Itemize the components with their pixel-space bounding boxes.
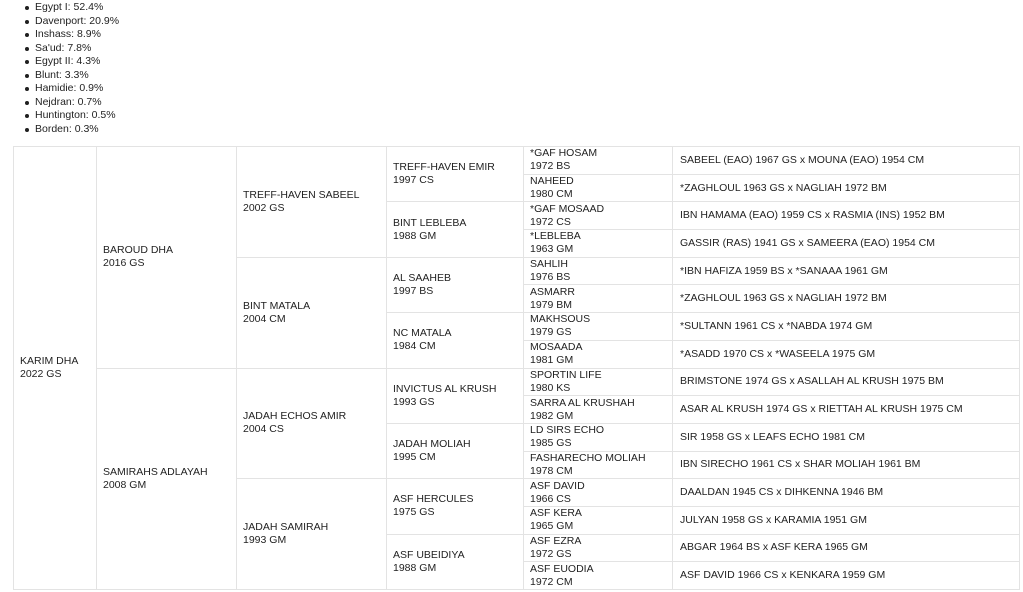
gen5-ancestor-cell xyxy=(524,368,673,396)
horse-name: ASF EUODIA xyxy=(530,562,594,575)
gen6-sire-dam-cell: *ASADD 1970 CS x *WASEELA 1975 GM xyxy=(673,340,1020,368)
gen6-sire-dam-cell: *ZAGHLOUL 1963 GS x NAGLIAH 1972 BM xyxy=(673,285,1020,313)
horse-name: BINT LEBLEBA xyxy=(393,216,467,229)
horse-year-color-sex: 2004 CM xyxy=(243,312,286,325)
pedigree-body xyxy=(14,147,1020,590)
horse-year-color-sex: 1965 GM xyxy=(530,520,574,533)
horse-name: ASF KERA xyxy=(530,507,582,520)
horse-year-color-sex: 1980 KS xyxy=(530,381,571,394)
horse-year-color-sex: 2004 CS xyxy=(243,423,284,436)
gen6-sire-dam-cell: *ZAGHLOUL 1963 GS x NAGLIAH 1972 BM xyxy=(673,174,1020,202)
gen5-ancestor-cell xyxy=(524,340,673,368)
horse-year-color-sex: 2022 GS xyxy=(20,368,62,380)
grandparent-cell xyxy=(237,147,387,258)
horse-year-color-sex: 1972 BS xyxy=(530,160,571,173)
gen6-sire-dam-cell: JULYAN 1958 GS x KARAMIA 1951 GM xyxy=(673,506,1020,534)
great-grandparent-cell xyxy=(387,479,524,534)
gen5-ancestor-cell xyxy=(524,230,673,258)
horse-name: NAHEED xyxy=(530,175,574,188)
gen5-ancestor-cell xyxy=(524,174,673,202)
horse-year-color-sex: 1976 BS xyxy=(530,271,571,284)
gen5-ancestor-cell xyxy=(524,534,673,562)
great-grandparent-cell xyxy=(387,147,524,202)
grandparent-cell xyxy=(237,257,387,368)
horse-name: NC MATALA xyxy=(393,327,452,340)
horse-name: TREFF-HAVEN EMIR xyxy=(393,161,495,174)
horse-year-color-sex: 1993 GS xyxy=(393,395,435,408)
horse-year-color-sex: 1980 CM xyxy=(530,188,573,201)
horse-year-color-sex: 1975 GS xyxy=(393,506,435,519)
gen6-sire-dam-cell: IBN SIRECHO 1961 CS x SHAR MOLIAH 1961 BM xyxy=(673,451,1020,479)
horse-year-color-sex: 1988 GM xyxy=(393,561,437,574)
gen5-ancestor-cell xyxy=(524,451,673,479)
horse-year-color-sex: 1993 GM xyxy=(243,534,287,547)
great-grandparent-cell xyxy=(387,534,524,589)
parent-cell xyxy=(97,147,237,369)
horse-name: ASMARR xyxy=(530,285,575,298)
gen6-sire-dam-cell: SIR 1958 GS x LEAFS ECHO 1981 CM xyxy=(673,423,1020,451)
pedigree-table xyxy=(13,146,1020,590)
horse-name: FASHARECHO MOLIAH xyxy=(530,451,646,464)
gen5-ancestor-cell xyxy=(524,313,673,341)
horse-year-color-sex: 1972 CM xyxy=(530,575,573,588)
horse-name: SPORTIN LIFE xyxy=(530,368,602,381)
bloodline-item: Inshass: 8.9% xyxy=(25,28,119,42)
grandparent-cell xyxy=(237,479,387,590)
horse-name: LD SIRS ECHO xyxy=(530,424,605,437)
gen6-sire-dam-cell: BRIMSTONE 1974 GS x ASALLAH AL KRUSH 1975 BM xyxy=(673,368,1020,396)
horse-name: ASF UBEIDIYA xyxy=(393,548,465,561)
gen6-sire-dam-cell: ASF DAVID 1966 CS x KENKARA 1959 GM xyxy=(673,562,1020,590)
horse-name: MOSAADA xyxy=(530,341,583,354)
horse-year-color-sex: 2016 GS xyxy=(103,257,145,270)
great-grandparent-cell xyxy=(387,202,524,257)
bloodline-item: Sa'ud: 7.8% xyxy=(25,42,119,56)
horse-year-color-sex: 1963 GM xyxy=(530,243,574,256)
gen6-sire-dam-cell: DAALDAN 1945 CS x DIHKENNA 1946 BM xyxy=(673,479,1020,507)
horse-year-color-sex: 2002 GS xyxy=(243,201,285,214)
gen6-sire-dam-cell: *IBN HAFIZA 1959 BS x *SANAAA 1961 GM xyxy=(673,257,1020,285)
great-grandparent-cell xyxy=(387,423,524,478)
horse-name: KARIM DHA xyxy=(20,355,79,367)
bloodline-item: Egypt I: 52.4% xyxy=(25,1,119,15)
gen5-ancestor-cell xyxy=(524,562,673,590)
gen5-ancestor-cell xyxy=(524,479,673,507)
horse-name: JADAH ECHOS AMIR xyxy=(243,410,347,423)
great-grandparent-cell xyxy=(387,368,524,423)
gen5-ancestor-cell xyxy=(524,285,673,313)
pedigree-row xyxy=(14,368,1020,396)
horse-name: ASF DAVID xyxy=(530,479,585,492)
gen6-sire-dam-cell: ASAR AL KRUSH 1974 GS x RIETTAH AL KRUSH 1975 CM xyxy=(673,396,1020,424)
bloodline-percentages-list xyxy=(25,1,119,136)
horse-year-color-sex: 1985 GS xyxy=(530,437,572,450)
horse-year-color-sex: 1984 CM xyxy=(393,340,436,353)
horse-name: SARRA AL KRUSHAH xyxy=(530,396,635,409)
horse-name: MAKHSOUS xyxy=(530,313,591,326)
gen6-sire-dam-cell: GASSIR (RAS) 1941 GS x SAMEERA (EAO) 1954 CM xyxy=(673,230,1020,258)
horse-name: *GAF HOSAM xyxy=(530,147,598,160)
gen5-ancestor-cell xyxy=(524,147,673,175)
horse-name: JADAH MOLIAH xyxy=(393,438,471,451)
pedigree-row xyxy=(14,147,1020,175)
horse-year-color-sex: 1979 BM xyxy=(530,298,573,311)
horse-name: *GAF MOSAAD xyxy=(530,202,605,215)
bloodline-item: Blunt: 3.3% xyxy=(25,69,119,83)
horse-year-color-sex: 1988 GM xyxy=(393,229,437,242)
great-grandparent-cell xyxy=(387,313,524,368)
horse-year-color-sex: 1978 CM xyxy=(530,464,573,477)
bloodline-item: Hamidie: 0.9% xyxy=(25,82,119,96)
gen5-ancestor-cell xyxy=(524,202,673,230)
horse-name: TREFF-HAVEN SABEEL xyxy=(243,188,360,201)
great-grandparent-cell xyxy=(387,257,524,312)
bloodline-item: Egypt II: 4.3% xyxy=(25,55,119,69)
horse-year-color-sex: 1997 CS xyxy=(393,174,434,187)
horse-name: ASF HERCULES xyxy=(393,493,474,506)
gen5-ancestor-cell xyxy=(524,257,673,285)
horse-name: *LEBLEBA xyxy=(530,230,581,243)
horse-name: AL SAAHEB xyxy=(393,271,451,284)
bloodline-item: Davenport: 20.9% xyxy=(25,15,119,29)
horse-name: JADAH SAMIRAH xyxy=(243,521,329,534)
gen6-sire-dam-cell: *SULTANN 1961 CS x *NABDA 1974 GM xyxy=(673,313,1020,341)
horse-year-color-sex: 1979 GS xyxy=(530,326,572,339)
gen6-sire-dam-cell: ABGAR 1964 BS x ASF KERA 1965 GM xyxy=(673,534,1020,562)
subject-horse-cell xyxy=(14,147,97,590)
grandparent-cell xyxy=(237,368,387,479)
gen5-ancestor-cell xyxy=(524,506,673,534)
gen5-ancestor-cell xyxy=(524,396,673,424)
horse-name: SAMIRAHS ADLAYAH xyxy=(103,465,208,478)
horse-name: BINT MATALA xyxy=(243,299,311,312)
bloodline-item: Huntington: 0.5% xyxy=(25,109,119,123)
horse-year-color-sex: 1972 GS xyxy=(530,547,572,560)
horse-year-color-sex: 1997 BS xyxy=(393,284,434,297)
horse-year-color-sex: 1982 GM xyxy=(530,409,574,422)
horse-year-color-sex: 1981 GM xyxy=(530,354,574,367)
horse-year-color-sex: 1972 CS xyxy=(530,215,571,228)
horse-year-color-sex: 2008 GM xyxy=(103,478,147,491)
bloodline-item: Nejdran: 0.7% xyxy=(25,96,119,110)
gen5-ancestor-cell xyxy=(524,423,673,451)
gen6-sire-dam-cell: SABEEL (EAO) 1967 GS x MOUNA (EAO) 1954 CM xyxy=(673,147,1020,175)
parent-cell xyxy=(97,368,237,590)
bloodline-item: Borden: 0.3% xyxy=(25,123,119,137)
gen6-sire-dam-cell: IBN HAMAMA (EAO) 1959 CS x RASMIA (INS) 1952 BM xyxy=(673,202,1020,230)
horse-name: SAHLIH xyxy=(530,258,568,271)
horse-year-color-sex: 1995 CM xyxy=(393,451,436,464)
horse-name: ASF EZRA xyxy=(530,534,582,547)
horse-year-color-sex: 1966 CS xyxy=(530,492,571,505)
horse-name: BAROUD DHA xyxy=(103,244,174,257)
horse-name: INVICTUS AL KRUSH xyxy=(393,382,497,395)
